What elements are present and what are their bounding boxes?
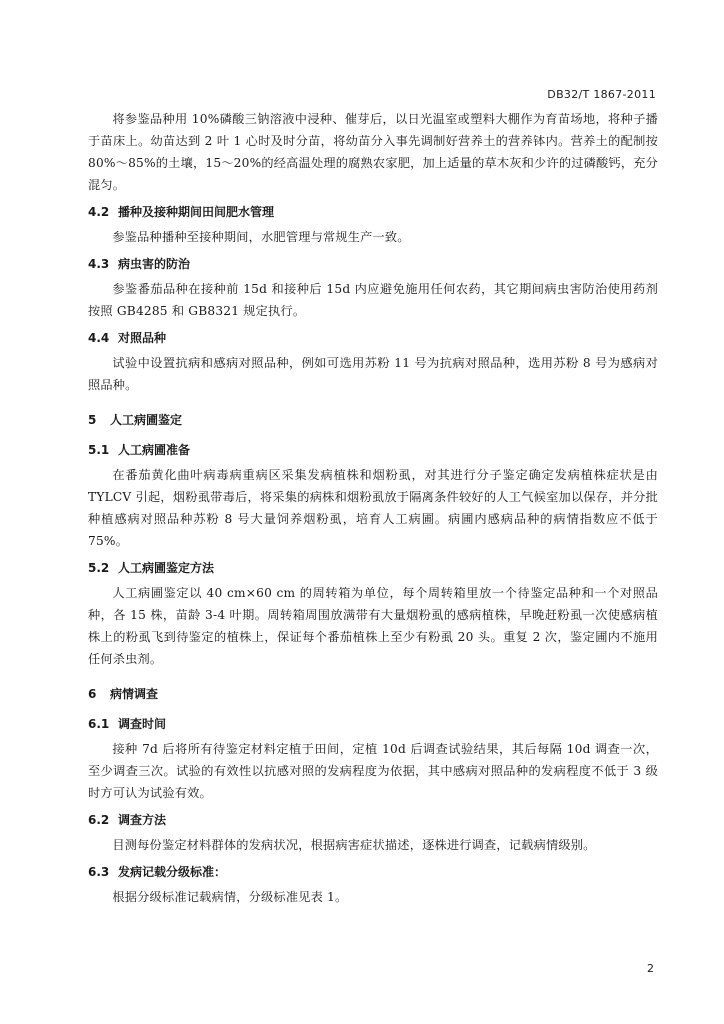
section-4-3-heading <box>88 254 658 274</box>
section-number: 5.1 <box>88 443 110 457</box>
section-number: 4.3 <box>88 257 110 271</box>
section-number: 6.1 <box>88 717 110 731</box>
section-4-4-paragraph: 试验中设置抗病和感病对照品种，例如可选用苏粉 11 号为抗病对照品种，选用苏粉 8 号为感病对照品种。 <box>88 356 658 392</box>
section-title: 病虫害的防治 <box>118 257 191 271</box>
section-number: 6.2 <box>88 813 110 827</box>
section-6-2-paragraph: 目测每份鉴定材料群体的发病状况，根据病害症状描述，逐株进行调查，记载病情级别。 <box>112 838 596 852</box>
section-title: 人工病圃准备 <box>118 443 191 457</box>
section-title: 人工病圃鉴定方法 <box>118 561 215 575</box>
page-number: 2 <box>647 962 654 975</box>
section-title: 播种及接种期间田间肥水管理 <box>118 205 275 219</box>
section-6-1-paragraph: 接种 7d 后将所有待鉴定材料定植于田间，定植 10d 后调查试验结果，其后每隔 10d 调查一次，至少调查三次。试验的有效性以抗感对照的发病程度为依据，其中感病对照品种的发病程度不低于 3 级时方可认为试验有效。 <box>88 742 658 800</box>
section-number: 4.4 <box>88 331 110 345</box>
section-title: 病情调查 <box>110 687 159 701</box>
section-number: 6.3 <box>88 865 110 879</box>
section-title: 发病记载分级标准： <box>118 865 227 879</box>
section-title: 对照品种 <box>118 331 167 345</box>
section-5-heading <box>88 410 658 430</box>
section-5-1-paragraph: 在番茄黄化曲叶病毒病重病区采集发病植株和烟粉虱，对其进行分子鉴定确定发病植株症状是由 TYLCV 引起，烟粉虱带毒后，将采集的病株和烟粉虱放于隔离条件较好的人工气候室加以保存，并分批种植感病对照品种苏粉 8 号大量饲养烟粉虱，培育人工病圃。病圃内感病品种的病情指数应不低于 75%。 <box>88 468 658 548</box>
section-4-3-paragraph: 参鉴番茄品种在接种前 15d 和接种后 15d 内应避免施用任何农药，其它期间病虫害防治使用药剂按照 GB4285 和 GB8321 规定执行。 <box>88 282 658 318</box>
section-title: 调查时间 <box>118 717 167 731</box>
section-4-4-heading <box>88 328 658 348</box>
section-4-2-paragraph: 参鉴品种播种至接种期间，水肥管理与常规生产一致。 <box>112 230 410 244</box>
section-number: 5.2 <box>88 561 110 575</box>
section-4-2-heading <box>88 202 658 222</box>
document-code: DB32/T 1867-2011 <box>547 88 656 101</box>
section-6-2-heading <box>88 810 658 830</box>
section-6-3-heading <box>88 862 658 882</box>
section-6-heading <box>88 684 658 704</box>
section-6-3-paragraph: 根据分级标准记载病情，分级标准见表 1。 <box>112 890 348 904</box>
section-5-2-paragraph: 人工病圃鉴定以 40 cm×60 cm 的周转箱为单位，每个周转箱里放一个待鉴定品种和一个对照品种，各 15 株，苗龄 3-4 叶期。周转箱周围放满带有大量烟粉虱的感病植株，早晚赶粉虱一次使感病植株上的粉虱飞到待鉴定的植株上，保证每个番茄植株上至少有粉虱 20 头。重复 2 次，鉴定圃内不施用任何杀虫剂。 <box>88 586 658 666</box>
section-title: 人工病圃鉴定 <box>110 413 183 427</box>
section-number: 5 <box>88 413 97 427</box>
section-5-1-heading <box>88 440 658 460</box>
section-number: 4.2 <box>88 205 110 219</box>
section-5-2-heading <box>88 558 658 578</box>
section-number: 6 <box>88 687 97 701</box>
section-6-1-heading <box>88 714 658 734</box>
document-body <box>88 108 658 908</box>
intro-paragraph: 将参鉴品种用 10%磷酸三钠溶液中浸种、催芽后，以日光温室或塑料大棚作为育苗场地，将种子播于苗床上。幼苗达到 2 叶 1 心时及时分苗，将幼苗分入事先调制好营养土的营养钵内。营养土的配制按 80%～85%的土壤，15～20%的经高温处理的腐熟农家肥，加上适量的草木灰和少许的过磷酸钙，充分混匀。 <box>88 112 658 192</box>
section-title: 调查方法 <box>118 813 167 827</box>
